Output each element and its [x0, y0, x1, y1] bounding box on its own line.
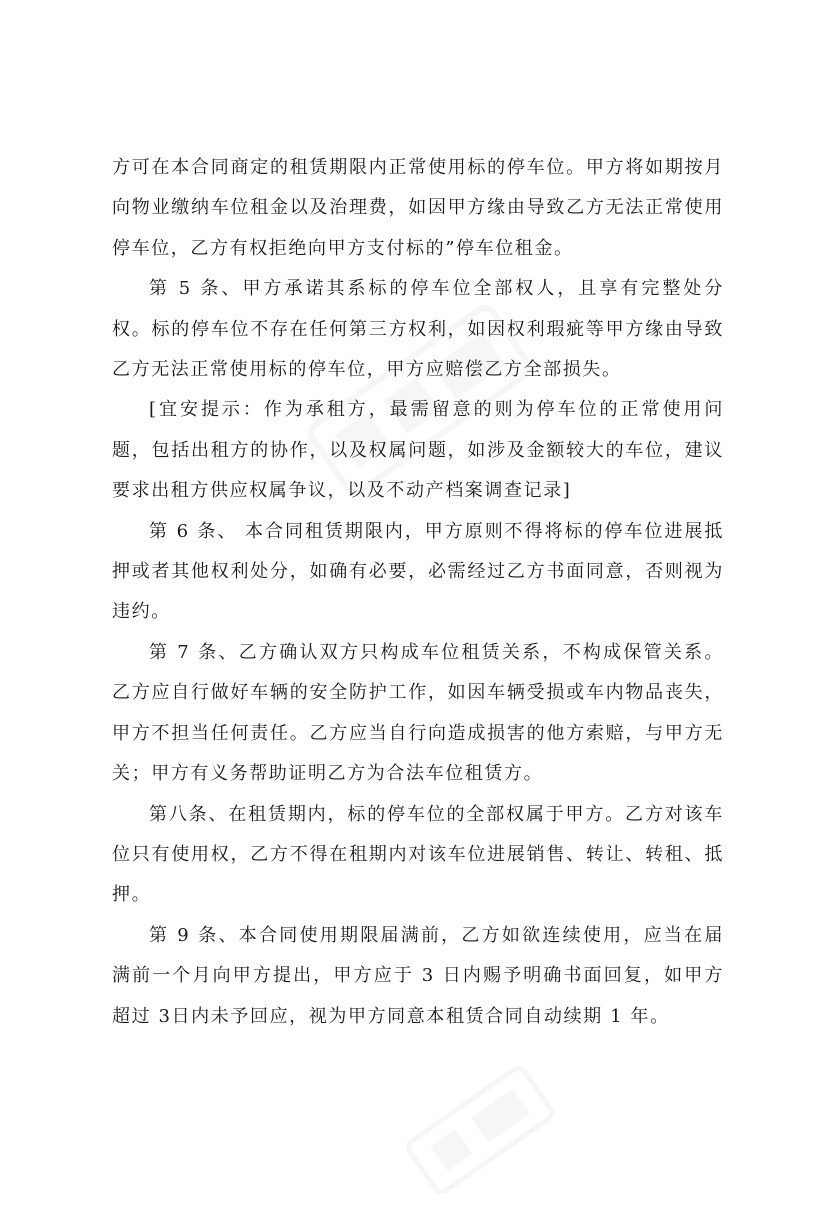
paragraph: 第 5 条、甲方承诺其系标的停车位全部权人，且享有完整处分权。标的停车位不存在任何第三方权利，如因权利瑕疵等甲方缘由导致乙方无法正常使用标的停车位，甲方应赔偿乙方全部损失。 [112, 278, 724, 381]
paragraph: 第八条、在租赁期内，标的停车位的全部权属于甲方。乙方对该车位只有使用权，乙方不得在租期内对该车位进展销售、转让、转租、抵押。 [112, 803, 724, 906]
paragraph: 第 9 条、本合同使用期限届满前，乙方如欲连续使用，应当在届满前一个月向甲方提出，甲方应于 3 日内赐予明确书面回复，如甲方超过 3日内未予回应，视为甲方同意本租赁合同自动续期 1 年。 [112, 924, 724, 1027]
paragraph: [宜安提示：作为承租方，最需留意的则为停车位的正常使用问题，包括出租方的协作，以及权属问题，如涉及金额较大的车位，建议要求出租方供应权属争议，以及不动产档案调查记录] [112, 399, 724, 502]
paragraph: 方可在本合同商定的租赁期限内正常使用标的停车位。甲方将如期按月向物业缴纳车位租金以及治理费，如因甲方缘由导致乙方无法正常使用停车位，乙方有权拒绝向甲方支付标的”停车位租金。 [112, 157, 724, 259]
paragraph: 第 6 条、 本合同租赁期限内，甲方原则不得将标的停车位进展抵押或者其他权利处分，如确有必要，必需经过乙方书面同意，否则视为违约。 [112, 520, 724, 623]
document-body [112, 148, 724, 1037]
paragraph: 第 7 条、乙方确认双方只构成车位租赁关系，不构成保管关系。乙方应自行做好车辆的安全防护工作，如因车辆受损或车内物品丧失，甲方不担当任何责任。乙方应当自行向造成损害的他方索赔，与甲方无关；甲方有义务帮助证明乙方为合法车位租赁方。 [112, 641, 724, 785]
watermark-icon [392, 1051, 569, 1208]
